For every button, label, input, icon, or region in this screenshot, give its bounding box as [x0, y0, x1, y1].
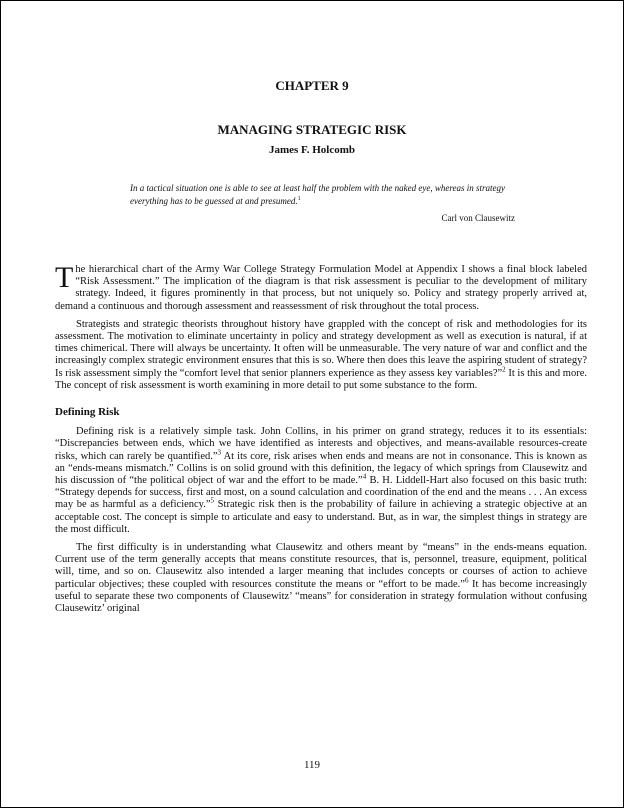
epigraph-attribution: Carl von Clausewitz [441, 213, 515, 223]
section-paragraph-1-text-b: At its core, risk arises when ends and means are not in consonance. This is known as an “ends-means mismatch.” Collins is on solid ground with this definition, the legacy of which springs from Clausewitz and his discussion of “the political object of war and the effort to be made.” [55, 450, 587, 487]
footnote-ref: 6 [464, 576, 469, 585]
body-text [55, 261, 588, 621]
intro-paragraph-2-text-b: It is this and more. The concept of risk assessment is worth examining in more detail to put some substance to the form. [55, 367, 587, 391]
epigraph [130, 183, 515, 207]
section-paragraph-2-text-a: The first difficulty is in understanding what Clausewitz and others meant by “means” in the ends-means equation. Current use of the term generally accepts that means constitute resources, that is, personnel, treasure, equipment, political will, time, and so on. Clausewitz also intended a larger meaning that includes concepts or courses of action to achieve particular objectives; these coupled with resources constitute the means or “effort to be made.” [55, 542, 587, 590]
section-paragraph-1-text-c: B. H. Liddell-Hart also focused on this basic truth: “Strategy depends for success, first and most, on a sound calculation and coordination of the end and the means . . . An excess may be as harmful as a deficiency.” [55, 475, 587, 511]
drop-cap: T [55, 261, 74, 294]
intro-paragraph-1 [55, 261, 587, 313]
footnote-ref: 5 [210, 496, 215, 505]
intro-paragraph-1-text: he hierarchical chart of the Army War College Strategy Formulation Model at Appendix I shows a final block labeled “Risk Assessment.” The implication of the diagram is that risk assessment is peculiar to the development of military strategy. Indeed, it figures prominently in that process, but not uniquely so. Policy and strategy properly arrived at, demand a continuous and thorough assessment and reassessment of risk throughout the total process. [55, 264, 587, 312]
section-paragraph-2 [55, 542, 587, 615]
intro-paragraph-2 [55, 319, 587, 392]
intro-paragraph-2-text-a: Strategists and strategic theorists throughout history have grappled with the concept of risk and methodologies for its assessment. The motivation to eliminate uncertainty in policy and strategy development as well as execution is natural, if at times chimerical. There will always be uncertainty. It often will be unmeasurable. The very nature of war and conflict and the increasingly complex strategic environment ensures that this is so. Where then does this leave the aspiring student of strategy? Is risk assessment simply the “comfort level that senior planners experience as they assess key variables?” [55, 318, 587, 379]
section-heading: Defining Risk [55, 406, 120, 419]
section-paragraph-1-text-d: Strategic risk then is the probability of failure in achieving a strategic objective at an acceptable cost. The concept is simple to articulate and easy to understand. But, as in war, the simplest things in strategy are the most difficult. [55, 499, 587, 535]
epigraph-text: In a tactical situation one is able to see at least half the problem with the naked eye, whereas in strategy everything has to be guessed at and presumed. [130, 183, 506, 206]
footnote-ref: 2 [502, 365, 506, 374]
section-paragraph-2-text-b: It has become increasingly useful to separate these two components of Clausewitz’ “means” for consideration in strategy formulation without confusing Clausewitz’ original [55, 578, 588, 615]
author-name: James F. Holcomb [268, 144, 356, 156]
footnote-ref: 3 [217, 448, 222, 457]
chapter-title: MANAGING STRATEGIC RISK [217, 122, 407, 137]
epigraph-footnote-ref: 1 [297, 196, 301, 202]
page-number: 119 [303, 759, 321, 771]
section-paragraph-1 [55, 426, 587, 536]
footnote-ref: 4 [362, 472, 367, 481]
section-paragraph-1-text-a: Defining risk is a relatively simple task. John Collins, in his primer on grand strategy, reduces it to its essentials: “Discrepancies between ends, which we have identified as interests and objectives, and means-available resources-create risks, which can rarely be quantified.” [55, 426, 587, 462]
chapter-label: CHAPTER 9 [275, 78, 349, 93]
